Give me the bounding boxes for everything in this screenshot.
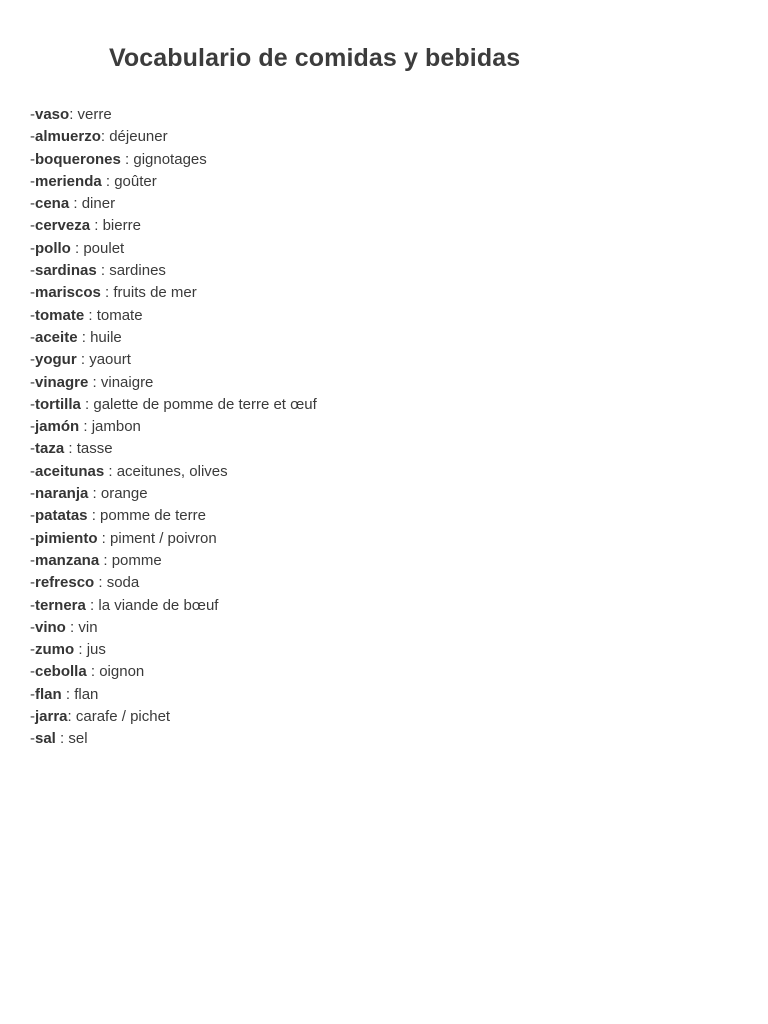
vocab-term: almuerzo bbox=[35, 128, 101, 146]
vocab-term: sardinas bbox=[35, 262, 97, 280]
vocab-translation: oignon bbox=[99, 663, 145, 681]
vocab-term: taza bbox=[35, 440, 65, 458]
list-item: -yogur : yaourt bbox=[30, 351, 131, 369]
list-item: -boquerones : gignotages bbox=[30, 150, 207, 168]
separator: : bbox=[96, 262, 110, 280]
list-item: -pimiento : piment / poivron bbox=[30, 529, 217, 547]
separator: : bbox=[90, 217, 103, 235]
separator: : bbox=[88, 485, 101, 503]
separator: : bbox=[55, 730, 69, 748]
list-item: -sardinas : sardines bbox=[30, 262, 166, 280]
separator: : bbox=[100, 284, 114, 302]
vocab-translation: flan bbox=[74, 685, 99, 703]
separator: : bbox=[87, 507, 101, 525]
list-item: -jarra: carafe / pichet bbox=[30, 708, 171, 726]
separator: : bbox=[84, 306, 97, 324]
vocab-term: pimiento bbox=[35, 529, 98, 547]
vocab-translation: pomme de terre bbox=[100, 507, 206, 525]
list-item: -vaso: verre bbox=[30, 106, 112, 123]
vocab-translation: goûter bbox=[114, 172, 157, 190]
vocab-term: cerveza bbox=[35, 217, 91, 235]
vocab-translation: sardines bbox=[109, 262, 166, 280]
vocab-term: mariscos bbox=[35, 284, 101, 302]
vocab-term: tortilla bbox=[35, 395, 81, 413]
vocab-term: manzana bbox=[35, 551, 100, 569]
list-item: -aceitunas : aceitunes, olives bbox=[30, 462, 228, 480]
vocab-translation: orange bbox=[100, 485, 148, 503]
vocab-term: aceite bbox=[35, 328, 78, 346]
vocab-translation: yaourt bbox=[89, 351, 131, 369]
list-item: -almuerzo: déjeuner bbox=[30, 128, 168, 146]
vocab-translation: jambon bbox=[91, 418, 141, 436]
vocab-term: aceitunas bbox=[35, 462, 105, 480]
list-item: -mariscos : fruits de mer bbox=[30, 284, 197, 302]
vocab-translation: déjeuner bbox=[109, 128, 168, 146]
list-item: -sal : sel bbox=[30, 730, 88, 748]
vocab-translation: carafe / pichet bbox=[75, 708, 171, 726]
separator: : bbox=[100, 128, 110, 146]
vocab-term: jarra bbox=[35, 708, 68, 726]
separator: : bbox=[94, 574, 107, 592]
list-item: -manzana : pomme bbox=[30, 551, 162, 569]
vocab-translation: piment / poivron bbox=[110, 529, 217, 547]
separator: : bbox=[120, 150, 134, 168]
vocab-translation: verre bbox=[77, 106, 112, 123]
vocab-translation: bierre bbox=[102, 217, 141, 235]
vocab-translation: vin bbox=[78, 618, 98, 636]
vocab-translation: vinaigre bbox=[100, 373, 154, 391]
vocab-translation: pomme bbox=[111, 551, 162, 569]
vocab-translation: huile bbox=[90, 328, 122, 346]
separator: : bbox=[65, 618, 79, 636]
vocabulary-list bbox=[30, 104, 317, 751]
vocab-translation: diner bbox=[81, 195, 116, 213]
list-item: -cerveza : bierre bbox=[30, 217, 141, 235]
vocab-translation: jus bbox=[86, 641, 106, 659]
list-item: -vino : vin bbox=[30, 618, 98, 636]
list-item: -taza : tasse bbox=[30, 440, 113, 458]
list-item: -cena : diner bbox=[30, 195, 116, 213]
vocab-term: patatas bbox=[35, 507, 88, 525]
list-item: -naranja : orange bbox=[30, 485, 148, 503]
vocab-translation: la viande de bœuf bbox=[98, 596, 219, 614]
vocab-translation: fruits de mer bbox=[113, 284, 197, 302]
vocab-translation: galette de pomme de terre et œuf bbox=[93, 395, 317, 413]
separator: : bbox=[74, 641, 87, 659]
vocab-term: yogur bbox=[35, 351, 77, 369]
separator: : bbox=[61, 685, 75, 703]
vocab-term: tomate bbox=[35, 306, 85, 324]
vocab-translation: gignotages bbox=[133, 150, 207, 168]
separator: : bbox=[77, 328, 91, 346]
list-item: -tortilla : galette de pomme de terre et œuf bbox=[30, 395, 317, 413]
vocab-term: refresco bbox=[35, 574, 95, 592]
list-item: -cebolla : oignon bbox=[30, 663, 145, 681]
vocab-term: naranja bbox=[35, 485, 89, 503]
vocab-translation: soda bbox=[106, 574, 140, 592]
vocab-term: vaso bbox=[35, 106, 70, 123]
list-item: -flan : flan bbox=[30, 685, 99, 703]
page-title: Vocabulario de comidas y bebidas bbox=[109, 44, 521, 72]
list-item: -merienda : goûter bbox=[30, 172, 157, 190]
separator: : bbox=[70, 239, 84, 257]
vocab-translation: tasse bbox=[76, 440, 113, 458]
list-item: -tomate : tomate bbox=[30, 306, 143, 324]
vocab-term: vino bbox=[35, 618, 66, 636]
vocab-term: jamón bbox=[35, 418, 80, 436]
separator: : bbox=[86, 663, 100, 681]
separator: : bbox=[67, 708, 76, 726]
separator: : bbox=[99, 551, 112, 569]
list-item: -refresco : soda bbox=[30, 574, 140, 592]
list-item: -zumo : jus bbox=[30, 641, 106, 659]
list-item: -vinagre : vinaigre bbox=[30, 373, 154, 391]
separator: : bbox=[104, 462, 117, 480]
separator: : bbox=[69, 195, 82, 213]
vocab-translation: tomate bbox=[96, 306, 143, 324]
vocab-term: ternera bbox=[35, 596, 86, 614]
vocab-term: merienda bbox=[35, 172, 102, 190]
vocab-translation: sel bbox=[68, 730, 88, 748]
separator: : bbox=[101, 172, 115, 190]
separator: : bbox=[97, 529, 111, 547]
vocab-term: sal bbox=[35, 730, 56, 748]
list-item: -patatas : pomme de terre bbox=[30, 507, 206, 525]
vocab-translation: aceitunes, olives bbox=[116, 462, 228, 480]
separator: : bbox=[79, 418, 92, 436]
vocab-term: boquerones bbox=[35, 150, 121, 168]
list-item: -ternera : la viande de bœuf bbox=[30, 596, 219, 614]
vocab-term: zumo bbox=[35, 641, 75, 659]
list-item: -jamón : jambon bbox=[30, 418, 141, 436]
separator: : bbox=[64, 440, 77, 458]
list-item: -aceite : huile bbox=[30, 328, 122, 346]
vocab-term: cebolla bbox=[35, 663, 87, 681]
separator: : bbox=[76, 351, 90, 369]
vocab-term: cena bbox=[35, 195, 70, 213]
separator: : bbox=[80, 395, 94, 413]
vocab-term: vinagre bbox=[35, 373, 89, 391]
separator: : bbox=[85, 596, 99, 614]
separator: : bbox=[88, 373, 101, 391]
vocab-term: flan bbox=[35, 685, 62, 703]
vocab-translation: poulet bbox=[83, 239, 125, 257]
vocab-term: pollo bbox=[35, 239, 71, 257]
separator: : bbox=[69, 106, 78, 123]
list-item: -pollo : poulet bbox=[30, 239, 125, 257]
